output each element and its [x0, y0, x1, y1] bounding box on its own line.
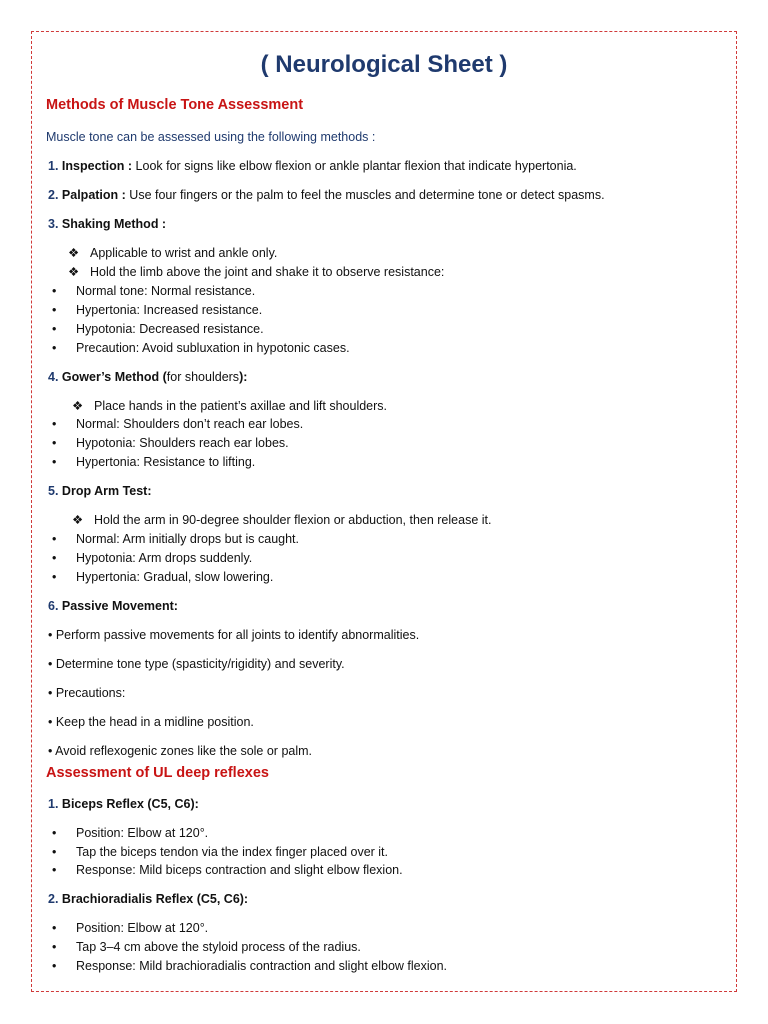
list-item: • Hypotonia: Shoulders reach ear lobes. [52, 436, 289, 450]
reflex-biceps [48, 796, 199, 812]
item-number: 1. [48, 159, 59, 173]
list-item: • Position: Elbow at 120°. [52, 826, 209, 840]
list-item: • Position: Elbow at 120°. [52, 921, 209, 935]
item-number: 1. [48, 797, 59, 811]
list-item: • Response: Mild brachioradialis contraction and slight elbow flexion. [52, 959, 448, 973]
list-item: • Normal: Shoulders don’t reach ear lobes. [52, 417, 304, 431]
page-title: ( Neurological Sheet ) [260, 51, 508, 78]
item-number: 5. [48, 484, 59, 498]
bullet-icon: • [52, 455, 57, 469]
item-number: 2. [48, 188, 59, 202]
item-label: Shaking Method : [61, 217, 167, 231]
item-label-end: ): [239, 370, 248, 384]
bullet-icon: • [52, 341, 57, 355]
bullet-icon: • [52, 551, 57, 565]
list-item: • Precautions: [48, 686, 126, 700]
item-number: 6. [48, 599, 59, 613]
item-label: Palpation : [61, 188, 126, 202]
item-number: 4. [48, 370, 59, 384]
section-heading-deep-reflexes: Assessment of UL deep reflexes [46, 765, 269, 781]
item-text: Look for signs like elbow flexion or ankle plantar flexion that indicate hypertonia. [132, 159, 577, 173]
diamond-bullet-icon: ❖ [68, 246, 80, 260]
bullet-icon: • [52, 921, 57, 935]
intro-text: Muscle tone can be assessed using the following methods : [46, 130, 376, 144]
list-item: • Hypotonia: Arm drops suddenly. [52, 551, 253, 565]
method-drop-arm [48, 483, 152, 499]
list-item: • Avoid reflexogenic zones like the sole or palm. [48, 744, 313, 758]
bullet-icon: • [52, 940, 57, 954]
list-item: ❖ Hold the limb above the joint and shake it to observe resistance: [68, 265, 445, 279]
section-heading-muscle-tone: Methods of Muscle Tone Assessment [46, 97, 304, 113]
method-inspection [48, 158, 577, 174]
list-item: ❖ Applicable to wrist and ankle only. [68, 246, 278, 260]
list-item: • Hypertonia: Gradual, slow lowering. [52, 570, 274, 584]
item-label: Brachioradialis Reflex (C5, C6): [61, 892, 249, 906]
method-shaking [48, 216, 166, 232]
list-item: • Response: Mild biceps contraction and slight elbow flexion. [52, 863, 403, 877]
list-item: • Determine tone type (spasticity/rigidity) and severity. [48, 657, 345, 671]
list-item: • Tap 3–4 cm above the styloid process of the radius. [52, 940, 361, 954]
item-number: 3. [48, 217, 59, 231]
list-item: • Tap the biceps tendon via the index finger placed over it. [52, 845, 389, 859]
item-label: Drop Arm Test: [61, 484, 152, 498]
bullet-icon: • [52, 532, 57, 546]
bullet-icon: • [52, 845, 57, 859]
item-number: 2. [48, 892, 59, 906]
bullet-icon: • [52, 570, 57, 584]
list-item: • Normal tone: Normal resistance. [52, 284, 256, 298]
list-item: ❖ Hold the arm in 90-degree shoulder flexion or abduction, then release it. [72, 513, 492, 527]
item-label: Biceps Reflex (C5, C6): [61, 797, 199, 811]
list-item: ❖ Place hands in the patient’s axillae and lift shoulders. [72, 399, 388, 413]
diamond-bullet-icon: ❖ [72, 513, 84, 527]
list-item: • Perform passive movements for all joints to identify abnormalities. [48, 628, 420, 642]
method-palpation [48, 187, 605, 203]
item-label-note: for shoulders [166, 370, 240, 384]
list-item: • Normal: Arm initially drops but is caught. [52, 532, 300, 546]
bullet-icon: • [52, 959, 57, 973]
list-item: • Hypotonia: Decreased resistance. [52, 322, 264, 336]
diamond-bullet-icon: ❖ [72, 399, 84, 413]
bullet-icon: • [52, 417, 57, 431]
bullet-icon: • [52, 303, 57, 317]
item-label: Gower’s Method ( [61, 370, 167, 384]
item-label: Inspection : [61, 159, 133, 173]
bullet-icon: • [52, 436, 57, 450]
list-item: • Hypertonia: Resistance to lifting. [52, 455, 256, 469]
item-text: Use four fingers or the palm to feel the muscles and determine tone or detect spasms. [125, 188, 605, 202]
item-label: Passive Movement: [61, 599, 178, 613]
diamond-bullet-icon: ❖ [68, 265, 80, 279]
method-passive-movement [48, 598, 178, 614]
bullet-icon: • [52, 826, 57, 840]
list-item: • Hypertonia: Increased resistance. [52, 303, 263, 317]
list-item: • Keep the head in a midline position. [48, 715, 254, 729]
method-gowers [48, 369, 247, 385]
bullet-icon: • [52, 322, 57, 336]
bullet-icon: • [52, 284, 57, 298]
bullet-icon: • [52, 863, 57, 877]
list-item: • Precaution: Avoid subluxation in hypotonic cases. [52, 341, 350, 355]
reflex-brachioradialis [48, 891, 248, 907]
